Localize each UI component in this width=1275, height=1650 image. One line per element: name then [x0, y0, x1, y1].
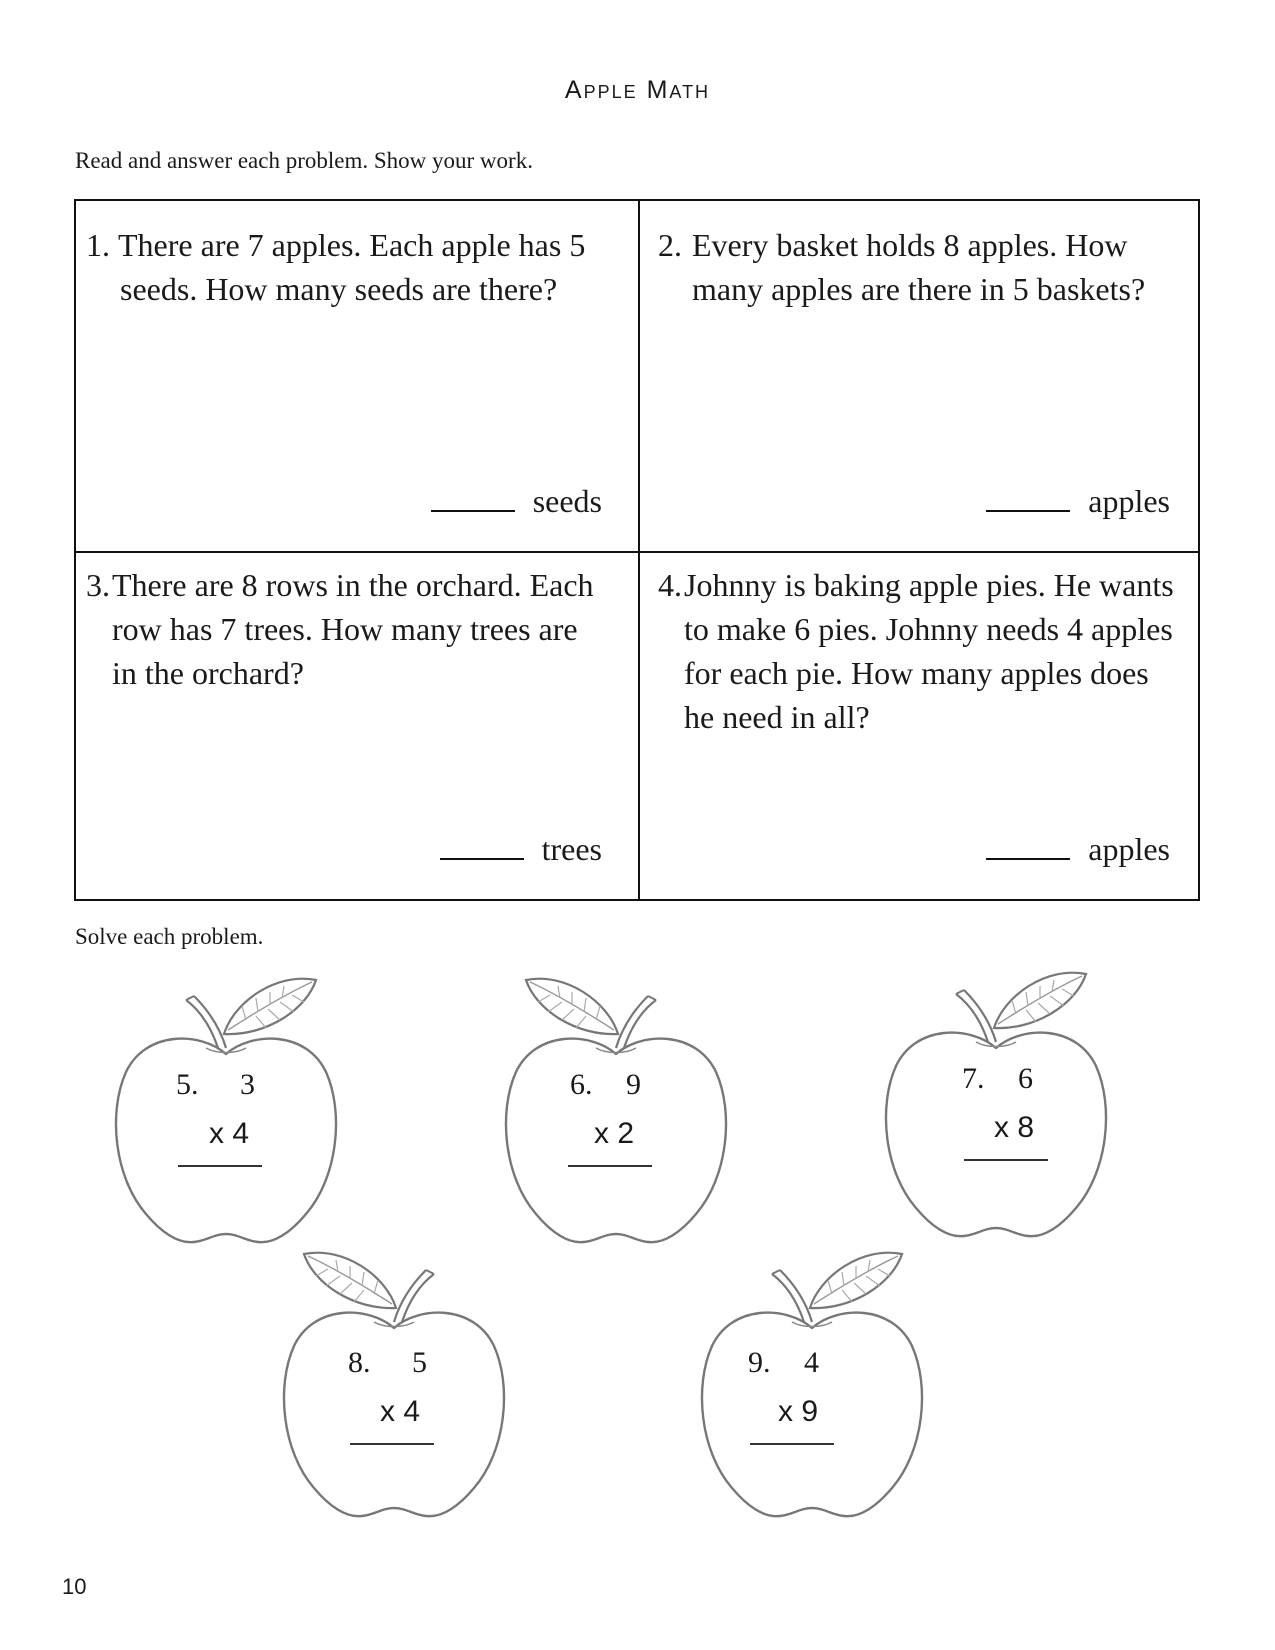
problem-9-number: 9. — [748, 1346, 771, 1379]
problem-8-answer-line[interactable] — [350, 1443, 434, 1445]
problem-7-answer-line[interactable] — [964, 1159, 1048, 1161]
word-problem-4-body: Johnny is baking apple pies. He wants to make 6 pies. Johnny needs 4 apples for each pie. How many apples does he need in all? — [684, 567, 1174, 735]
word-problem-2 — [640, 201, 1202, 551]
word-problem-4 — [640, 553, 1202, 901]
word-problem-1-body: There are 7 apples. Each apple has 5 seeds. How many seeds are there? — [118, 227, 586, 307]
word-problem-2-answer — [986, 483, 1170, 520]
problem-6-answer-line[interactable] — [568, 1165, 652, 1167]
word-problem-3-number: 3. — [86, 567, 110, 603]
word-problem-2-number: 2. — [658, 227, 682, 263]
problem-9-answer-line[interactable] — [750, 1443, 834, 1445]
multiplication-problem-9 — [692, 1236, 932, 1546]
problem-8-number: 8. — [348, 1346, 371, 1379]
problem-5-bottom: x 4 — [209, 1117, 250, 1150]
word-problem-4-answer — [986, 831, 1170, 868]
answer-unit: seeds — [532, 483, 602, 519]
apple-problem-9 — [692, 1236, 932, 1546]
apple-problem-5 — [106, 962, 346, 1272]
word-problem-4-text — [658, 563, 1178, 739]
apple-problem-8 — [274, 1236, 514, 1546]
problem-7-number: 7. — [962, 1062, 985, 1095]
word-problem-3-text — [86, 563, 606, 695]
answer-blank[interactable] — [986, 832, 1070, 860]
multiplication-problem-6 — [496, 962, 736, 1272]
problem-5-top: 3 — [240, 1068, 255, 1101]
apple-problem-6 — [496, 962, 736, 1272]
word-problem-2-text — [658, 223, 1178, 311]
problem-6-number: 6. — [570, 1068, 593, 1101]
word-problem-1 — [76, 201, 638, 551]
apple-problem-7 — [876, 956, 1116, 1266]
instructions-apple-problems: Solve each problem. — [75, 924, 264, 949]
answer-blank[interactable] — [431, 484, 515, 512]
page-title: Apple Math — [564, 76, 711, 104]
problem-5-answer-line[interactable] — [178, 1165, 262, 1167]
word-problem-2-body: Every basket holds 8 apples. How many apples are there in 5 baskets? — [692, 227, 1146, 307]
problem-8-top: 5 — [412, 1346, 427, 1379]
problem-9-top: 4 — [804, 1346, 819, 1379]
instructions-word-problems: Read and answer each problem. Show your work. — [75, 148, 533, 173]
answer-unit: trees — [541, 831, 602, 867]
word-problem-4-number: 4. — [658, 567, 682, 603]
problem-5-number: 5. — [176, 1068, 199, 1101]
answer-unit: apples — [1088, 483, 1170, 519]
multiplication-problem-7 — [876, 956, 1116, 1266]
problem-8-bottom: x 4 — [380, 1395, 421, 1428]
problem-9-bottom: x 9 — [778, 1395, 819, 1428]
word-problem-1-answer — [431, 483, 602, 520]
page-number: 10 — [62, 1574, 87, 1599]
word-problem-3-answer — [440, 831, 602, 868]
problem-7-bottom: x 8 — [994, 1111, 1035, 1144]
answer-blank[interactable] — [986, 484, 1070, 512]
word-problem-3 — [76, 553, 638, 901]
word-problem-3-body: There are 8 rows in the orchard. Each row has 7 trees. How many trees are in the orchard? — [112, 567, 594, 691]
word-problem-grid — [74, 199, 1200, 901]
answer-unit: apples — [1088, 831, 1170, 867]
word-problem-1-text — [86, 223, 606, 311]
multiplication-problem-5 — [106, 962, 346, 1272]
problem-6-bottom: x 2 — [594, 1117, 635, 1150]
answer-blank[interactable] — [440, 832, 524, 860]
word-problem-1-number: 1. — [86, 227, 110, 263]
problem-6-top: 9 — [626, 1068, 641, 1101]
multiplication-problem-8 — [274, 1236, 514, 1546]
problem-7-top: 6 — [1018, 1062, 1033, 1095]
